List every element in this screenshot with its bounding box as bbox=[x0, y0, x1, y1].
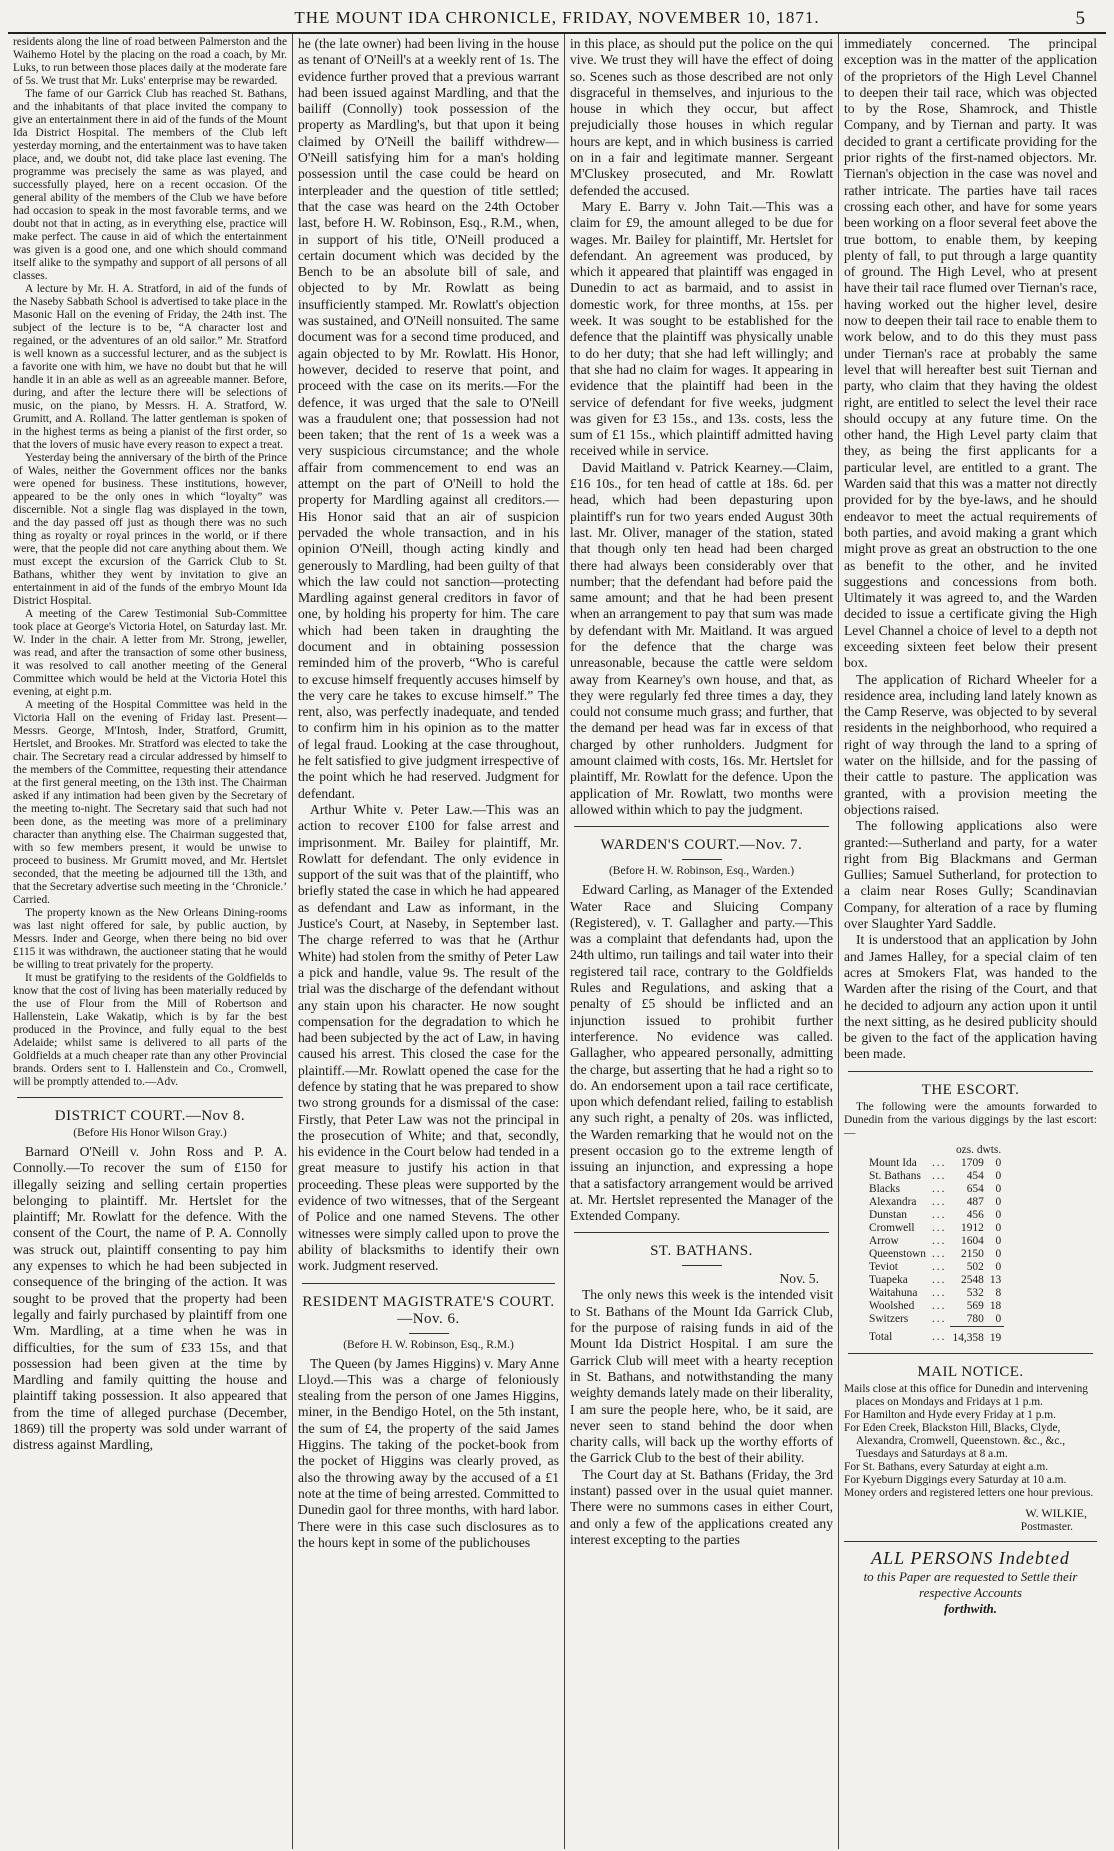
escort-row bbox=[866, 1209, 1004, 1222]
escort-row bbox=[866, 1274, 1004, 1287]
section-divider bbox=[848, 1353, 1093, 1354]
article-paragraph: residents along the line of road between Palmerston and the Waihemo Hotel by the placing on the road a coach, by Mr. Luks, to run between those places daily at the moderate fare of 5s. We trust that Mr. Luks' enterprise may be rewarded. bbox=[13, 36, 287, 87]
article-paragraph: The property known as the New Orleans Dining-rooms was last night offered for sale, by public auction, by Messrs. Inder and George, when there being no bid over £115 it was withdrawn, the auctioneer stating that he would be willing to treat privately for the property. bbox=[13, 907, 287, 971]
escort-leader: ... bbox=[931, 1273, 947, 1286]
escort-leader: ... bbox=[931, 1182, 947, 1195]
escort-row bbox=[866, 1287, 1004, 1300]
mail-item: For Kyeburn Diggings every Saturday at 10 a.m. bbox=[844, 1473, 1067, 1486]
escort-row bbox=[866, 1183, 1004, 1196]
escort-place: Arrow bbox=[869, 1234, 899, 1247]
escort-total-dwts: 19 bbox=[987, 1326, 1004, 1345]
escort-ozs: 502 bbox=[966, 1260, 984, 1273]
escort-dwts: 0 bbox=[995, 1169, 1002, 1182]
article-paragraph: in this place, as should put the police on the qui vive. We trust they will have the effect of doing so. Scenes such as those described are not only disgraceful in themselves, and injurious to the house in which they occur, but affect prejudicially those houses in which regular hours are kept, and in which business is carried on in a fair and legitimate manner. Sergeant M'Cluskey prosecuted, and Mr. Rowlatt defended the accused. bbox=[570, 36, 833, 198]
escort-leader: ... bbox=[931, 1299, 947, 1312]
article-paragraph: Mary E. Barry v. John Tait.—This was a claim for £9, the amount alleged to be due for wages. Mr. Bailey for plaintiff, Mr. Hertslet for defendant. An agreement was produced, by which it appeared that plaintiff was engaged in Dunedin to act as barmaid, and to assist in domestic work, for three months, at 15s. per week. It was sought to be established for the defence that the plaintiff was physically unable to do her duty; that she had left willingly; and that she had no claim for wages. It appearing in evidence that the plaintiff had been in the service of defendant for five weeks, judgment was given for £3 15s., and 13s. costs, less the sum of £1 15s., which plaintiff admitted having received while in service. bbox=[570, 198, 833, 459]
escort-place: Woolshed bbox=[869, 1299, 915, 1312]
article-paragraph: Yesterday being the anniversary of the birth of the Prince of Wales, neither the Government offices nor the banks were opened for business. These institutions, however, appeared to be the only ones in which “loyalty” was discernible. Not a single flag was displayed in the town, and the day passed off just as though there was no such thing as royalty or royal princes in the world, or if there were, that the people did not care anything about them. We must except the excursion of the Garrick Club to St. Bathans, whither they went by invitation to give an entertainment in aid of the funds of the embryo Mount Ida District Hospital. bbox=[13, 452, 287, 607]
section-divider bbox=[848, 1071, 1093, 1072]
column-3 bbox=[565, 34, 839, 1849]
escort-ozs: 456 bbox=[966, 1208, 984, 1221]
escort-dwts: 8 bbox=[995, 1286, 1002, 1299]
section-subheading: (Before His Honor Wilson Gray.) bbox=[73, 1127, 227, 1139]
escort-dwts: 0 bbox=[995, 1182, 1002, 1195]
article-paragraph: Arthur White v. Peter Law.—This was an action to recover £100 for false arrest and imprisonment. Mr. Bailey for plaintiff, Mr. Rowlatt for defendant. The only evidence in support of the suit was that of the plaintiff, who briefly stated the case in which he had appeared as defendant and Law as informant, in the Justice's Court, at Naseby, in September last. The charge referred to was that he (Arthur White) had stolen from the smithy of Peter Law a pick and handle, value 9s. The result of the trial was the discharge of the defendant without any stain upon his character. He now sought compensation for the degradation to which he had been subjected by the act of Law, in having caused his arrest. This closed the case for the plaintiff.—Mr. Rowlatt opened the case for the defence by stating that he was prepared to show two strong grounds for a dismissal of the case: Firstly, that Peter Law was not the principal in the prosecution of White; and that, secondly, his evidence in the Court below had tended in a great measure to justify his action in that proceeding. These pleas were supported by the evidence of two witnesses, that of the Sergeant of Police and one named Stevens. The other witnesses were simply called upon to prove the ability of blacksmiths to identify their own work. Judgment reserved. bbox=[298, 801, 559, 1274]
article-paragraph: The fame of our Garrick Club has reached St. Bathans, and the inhabitants of that place invited the company to give an entertainment there in aid of the funds of the Mount Ida District Hospital. The members of the Club left yesterday morning, and the entertainment was to have taken place, and, we doubt not, did take place last evening. The programme was precisely the same as was played, and successfully played, here on a recent occasion. Of the general ability of the members of the Club we have before had occasion to speak in the most favorable terms, and we doubt not that in acting, as in everything else, practice will make perfect. The cause in aid of which the entertainment was given is a good one, and one which should command itself alike to the sympathy and support of all persons of all classes. bbox=[13, 88, 287, 282]
escort-total-row bbox=[866, 1326, 1004, 1345]
escort-place: Teviot bbox=[869, 1260, 898, 1273]
columns bbox=[8, 34, 1106, 1849]
notice-end: forthwith. bbox=[943, 1600, 998, 1616]
article-paragraph: A meeting of the Carew Testimonial Sub-Committee took place at George's Victoria Hotel, on Saturday last. Mr. W. Inder in the chair. A letter from Mr. Strong, jeweller, was read, and after the transaction of some other business, it was resolved to call another meeting of the General Committee which would be held at the Victoria Hotel this evening, at eight p.m. bbox=[13, 608, 287, 698]
section-heading: DISTRICT COURT.—Nov 8. bbox=[54, 1108, 246, 1124]
mail-notice-list bbox=[844, 1383, 1097, 1500]
escort-leader: ... bbox=[931, 1221, 947, 1234]
masthead bbox=[8, 8, 1106, 30]
mail-item: Money orders and registered letters one hour previous. bbox=[844, 1486, 1094, 1499]
escort-place: Cromwell bbox=[869, 1221, 915, 1234]
escort-total-label: Total bbox=[869, 1331, 893, 1344]
escort-dwts: 0 bbox=[995, 1208, 1002, 1221]
article-paragraph: A meeting of the Hospital Committee was held in the Victoria Hall on the evening of Friday last. Present—Messrs. George, M'Intosh, Inder, Stratford, Grumitt, Hertslet, and Brookes. Mr. Stratford was elected to take the chair. The Secretary read a circular addressed by himself to the members of the Committee, requesting their attendance at the first general meeting, on the 13th inst. The Chairman asked if any intimation had been given by the Secretary of the meeting to-night. The Secretary said that such had not been done, as the meeting was more of a preliminary character than anything else. The Chairman suggested that, with so few members present, it would be unwise to proceed to business. Mr Grumitt moved, and Mr. Hertslet seconded, that the meeting be adjourned till the 13th, and that the Secretary advertise such meeting in the ‘Chronicle.’ Carried. bbox=[13, 699, 287, 906]
section-heading: ST. BATHANS. bbox=[650, 1243, 753, 1260]
escort-row bbox=[866, 1222, 1004, 1235]
escort-leader: ... bbox=[931, 1247, 947, 1260]
escort-leader: ... bbox=[931, 1169, 947, 1182]
article-paragraph: A lecture by Mr. H. A. Stratford, in aid of the funds of the Naseby Sabbath School is advertised to take place in the Masonic Hall on the evening of Friday, the 24th inst. The subject of the lecture is to be, “A character lost and regained, or the adventures of an old sailor.” Mr. Stratford is well known as a successful lecturer, and as the subject is a favorite one with him, we have no doubt but that he will handle it in an able as well as an agreeable manner. Before, during, and after the lecture there will be selections of music, on the piano, by Messrs. H. A. Stratford, W. Grumitt, and A. Rolland. The latter gentleman is spoken of in the highest terms as being a pianist of the first order, so that the lovers of music have every reason to expect a treat. bbox=[13, 283, 287, 451]
escort-intro: The following were the amounts forwarded to Dunedin from the various diggings by the last escort:— bbox=[844, 1100, 1097, 1139]
escort-dwts: 0 bbox=[995, 1247, 1002, 1260]
article-paragraph: It must be gratifying to the residents of the Goldfields to know that the cost of living has been materially reduced by the use of Flour from the Mill of Robertson and Hallenstein, Lake Wakatip, which is by far the best produced in the Province, and fully equal to the best Adelaide; whilst same is delivered to all parts of the Goldfields at a much cheaper rate than any other Provincial brands. Orders sent to I. Hallenstein and Co., Cromwell, will be promptly attended to.—Adv. bbox=[13, 972, 287, 1088]
article-paragraph: he (the late owner) had been living in the house as tenant of O'Neill's at a weekly rent of 1s. The evidence further proved that a previous warrant had been issued against Mardling, and that the bailiff (Connolly) took possession of the property as Mardling's, but that upon it being claimed by O'Neill the bailiff withdrew—O'Neill satisfying him for a man's holding possession until the case could be heard on interpleader and the question of title settled; that the case was heard on the 24th October last, before H. W. Robinson, Esq., R.M., when, in support of his title, O'Neill produced a certain document which was decided by the Bench to be an absolute bill of sale, and objected to by Mr. Rowlatt as being insufficiently stamped. Mr. Rowlatt's objection was sustained, and O'Neill nonsuited. The same document was for a second time produced, and again objected to by Mr. Rowlatt. His Honor, however, decided to reserve that point, and proceed with the case on its merits.—For the defence, it was urged that the sale to O'Neill was a fraudulent one; that possession had not been taken; that the rent of 1s a week was a very suspicious circumstance; and the whole affair from commencement to end was an attempt on the part of O'Neill to hold the property for Mardling against all creditors.—His Honor said that an air of suspicion pervaded the whole transaction, and in his opinion O'Neill, though acting kindly and generously to Mardling, had been guilty of that which the law could not sanction—protecting Mardling against general creditors in favor of one, by holding his property for him. The care which had been taken in draughting the document and in obtaining possession reminded him of the proverb, “Who is careful to excuse himself frequently accuses himself by the very care he takes to excuse himself.” The rent, also, was perfectly inadequate, and tended to confirm him in his opinion as to the matter of legal fraud. Looking at the case throughout, he felt satisfied to give judgment irrespective of the point which he had reserved. Judgment for defendant. bbox=[298, 36, 559, 801]
escort-dwts: 0 bbox=[995, 1234, 1002, 1247]
mail-item: For St. Bathans, every Saturday at eight a.m. bbox=[844, 1460, 1049, 1473]
escort-row bbox=[866, 1248, 1004, 1261]
section-heading: RESIDENT MAGISTRATE'S COURT.—Nov. 6. bbox=[302, 1293, 555, 1327]
escort-row bbox=[866, 1157, 1004, 1170]
escort-place: Queenstown bbox=[869, 1247, 926, 1260]
mail-signature-title: Postmaster. bbox=[1020, 1520, 1073, 1533]
section-divider bbox=[574, 1232, 829, 1233]
escort-ozs: 2150 bbox=[961, 1247, 984, 1260]
escort-ozs: 487 bbox=[966, 1195, 984, 1208]
article-paragraph: Barnard O'Neill v. John Ross and P. A. Connolly.—To recover the sum of £150 for illegally seizing and selling certain properties belonging to plaintiff. Mr. Hertslet for the plaintiff; Mr. Rowlatt for the defence. With the consent of the Court, the name of P. A. Connolly was struck out, plaintiff consenting to pay him any expenses to which he had been subjected in consequence of the bringing of the action. It was sought to be proved that the property had been legally and fairly purchased by plaintiff from one Wm. Mardling, at a time when he was in difficulties, for the sum of £33 15s, and that possession had been given at the time by Mardling and family quitting the house and plaintiff taking possession. It also appeared that from the time of alleged purchase (December, 1869) till the property was sold under warrant of distress against Mardling, bbox=[13, 1144, 287, 1453]
escort-ozs: 569 bbox=[966, 1299, 984, 1312]
escort-leader: ... bbox=[931, 1156, 947, 1169]
mail-item: For Eden Creek, Blackston Hill, Blacks, Clyde, Alexandra, Cromwell, Queenstown. &c., &c., Tuesdays and Saturdays at 8 a.m. bbox=[844, 1421, 1066, 1460]
escort-dwts: 13 bbox=[989, 1273, 1002, 1286]
article-paragraph: It is understood that an application by John and James Halley, for a special claim of ten acres at Smokers Flat, was handed to the Warden after the rising of the Court, and that he decided to adjourn any action upon it until the next sitting, as he desired publicity should be given to the fact of the application having been made. bbox=[844, 932, 1097, 1062]
notice-title: ALL PERSONS Indebted bbox=[871, 1547, 1070, 1568]
section-divider bbox=[302, 1283, 555, 1284]
article-paragraph: The Court day at St. Bathans (Friday, the 3rd instant) passed over in the usual quiet manner. There were no summons cases in either Court, and only a few of the applications created any interest excepting to the parties bbox=[570, 1466, 833, 1547]
section-subheading: (Before H. W. Robinson, Esq., R.M.) bbox=[343, 1338, 514, 1351]
escort-place: Dunstan bbox=[869, 1208, 907, 1221]
escort-ozs: 532 bbox=[966, 1286, 984, 1299]
section-heading: MAIL NOTICE. bbox=[917, 1363, 1024, 1380]
escort-place: Tuapeka bbox=[869, 1273, 908, 1286]
article-paragraph: The following applications also were granted:—Sutherland and party, for a water right from Big Blackmans and German Gullies; Samuel Sutherland, for protection to a claim near Roses Gully; Scandinavian Company, for alteration of a race by fluming over Slaughter Yard Saddle. bbox=[844, 818, 1097, 932]
escort-row bbox=[866, 1235, 1004, 1248]
notice-body: to this Paper are requested to Settle their respective Accounts bbox=[863, 1568, 1078, 1600]
escort-ozs: 2548 bbox=[961, 1273, 984, 1286]
escort-total-ozs: 14,358 bbox=[950, 1326, 987, 1345]
article-paragraph: The Queen (by James Higgins) v. Mary Anne Lloyd.—This was a charge of feloniously stealing from the person of one James Higgins, miner, in the Bendigo Hotel, on the 5th instant, the sum of £4, the property of the said James Higgins. The taking of the pocket-book from the pocket of Higgins was clearly proved, as also the throwing away by the accused of a £1 note at the time of being arrested. Committed to Dunedin gaol for three months, with hard labor. There were in this case such disclosures as to the hours kept in some of the publichouses bbox=[298, 1355, 559, 1550]
escort-place: Switzers bbox=[869, 1312, 909, 1325]
escort-leader: ... bbox=[931, 1286, 947, 1299]
escort-dwts: 0 bbox=[995, 1312, 1002, 1325]
escort-ozs: 454 bbox=[966, 1169, 984, 1182]
mail-item: For Hamilton and Hyde every Friday at 1 p.m. bbox=[844, 1408, 1056, 1421]
escort-place: Alexandra bbox=[869, 1195, 917, 1208]
masthead-title: THE MOUNT IDA CHRONICLE, FRIDAY, NOVEMBER 10, 1871. bbox=[294, 8, 820, 27]
article-paragraph: immediately concerned. The principal exception was in the matter of the application of the proprietors of the High Level Channel to deepen their tail race, which was objected to by the Rose, Shamrock, and Thistle Company, and by Tiernan and party. It was decided to grant a certificate providing for the prior rights of the first-named objectors. Mr. Tiernan's objection in the case was novel and rather intricate. The parties have tail races crossing each other, and have for some years been working on a floor several feet above the true bottom, to enable them, by keeping plenty of fall, to put through a large quantity of ground. The High Level, who at present have their tail race flumed over Tiernan's race, having worked out the higher level, desire now to deepen their tail race to enable them to work below, and to do this they must pass under Tiernan's race at probably the same level that will hereafter best suit Tiernan and party, who claim that they having the oldest right, are entitled to select the level their race should occupy at any future time. On the other hand, the High Level party claim that they, as being the first applicants for a particular level, are entitled to a grant. The Warden said that this was a matter not directly provided for by the bye-laws, and he should endeavor to meet the actual requirements of both parties, and avoid making a grant which might prove as great an obstruction to the one as benefit to the other, and he invited suggestions and concessions from both. Ultimately it was agreed to, and the Warden decided to issue a certificate giving the High Level Channel a choice of level to a depth not exceeding sixteen feet below their present box. bbox=[844, 36, 1097, 671]
escort-row bbox=[866, 1261, 1004, 1274]
escort-dwts: 0 bbox=[995, 1260, 1002, 1273]
column-1 bbox=[8, 34, 293, 1849]
mail-item: Mails close at this office for Dunedin and intervening places on Mondays and Fridays at 1 p.m. bbox=[844, 1382, 1088, 1408]
escort-ozs: 780 bbox=[966, 1312, 984, 1325]
escort-place: Waitahuna bbox=[869, 1286, 918, 1299]
article-paragraph: The only news this week is the intended visit to St. Bathans of the Mount Ida Garrick Club, for the purpose of raising funds in aid of the Mount Ida District Hospital. I am sure the Garrick Club will meet with a hearty reception in St. Bathans, and notwithstanding the many weighty demands lately made on their liberality, I am sure the people here, who, be it said, are never seen to stand behind the door when charity calls, will back up the worthy efforts of the Garrick Club to the best of their ability. bbox=[570, 1287, 833, 1466]
page-number: 5 bbox=[1075, 8, 1086, 29]
section-divider bbox=[17, 1097, 283, 1098]
escort-dwts: 0 bbox=[995, 1221, 1002, 1234]
escort-leader: ... bbox=[931, 1331, 947, 1344]
escort-dwts: 0 bbox=[995, 1195, 1002, 1208]
mail-signature: W. WILKIE, bbox=[1025, 1505, 1087, 1520]
article-paragraph: Edward Carling, as Manager of the Extended Water Race and Sluicing Company (Registered), v. T. Gallagher and party.—This was a complaint that defendants had, upon the 24th ultimo, run tailings and tail water into their registered tail race, contrary to the Goldfields Rules and Regulations, and asking that a penalty of £5 should be inflicted and an injunction issued to prohibit further interference. No evidence was called. Gallagher, who appeared personally, admitting the charge, but asserting that he had a right so to do. An endorsement upon a tail race certificate, upon which defendant relied, failing to establish any such right, a penalty of 20s. was inflicted, the Warden remarking that he would not on the present occasion go to the extreme length of issuing an injunction, and expressing a hope that a satisfactory arrangement would be arrived at. Mr. Hertslet represented the Manager of the Extended Company. bbox=[570, 882, 833, 1224]
escort-leader: ... bbox=[931, 1260, 947, 1273]
section-divider bbox=[574, 826, 829, 827]
escort-place: St. Bathans bbox=[869, 1169, 921, 1182]
escort-place: Mount Ida bbox=[869, 1156, 917, 1169]
article-paragraph: David Maitland v. Patrick Kearney.—Claim, £16 10s., for ten head of cattle at 18s. 6d. per head, which had been depasturing upon plaintiff's run for two years ended August 30th last. Mr. Oliver, manager of the station, stated that though only ten head had been charged there had always been considerably over that number; that the defendant had before paid the same amount; and that he had been present when an arrangement to pay that sum was made by defendant with Mr. Maitland. It was argued for the defence that the charge was unreasonable, because the cattle were seldom away from Kearney's own house, and that, as they were regularly fed three times a day, they could not consume much grass; and further, that the demand per head was far in excess of that charged by other runholders. Judgment for amount claimed with costs, 16s. Mr. Hertslet for plaintiff, Mr. Rowlatt for the defence. Upon the application of Mr. Rowlatt, two months were allowed within which to pay the judgment. bbox=[570, 459, 833, 817]
escort-dwts: 18 bbox=[989, 1299, 1002, 1312]
dateline: Nov. 5. bbox=[779, 1271, 819, 1287]
escort-ozs: 654 bbox=[966, 1182, 984, 1195]
article-paragraph: The application of Richard Wheeler for a residence area, including land lately known as the Camp Reserve, was objected to by several residents in the neighborhood, who required a right of way through the land to a spring of water on the hillside, and for the passing of their cattle to pasture. The application was granted, with a provision meeting the objections raised. bbox=[844, 671, 1097, 817]
escort-ozs: 1604 bbox=[961, 1234, 984, 1247]
escort-place: Blacks bbox=[869, 1182, 901, 1195]
escort-row bbox=[866, 1170, 1004, 1183]
escort-row bbox=[866, 1313, 1004, 1327]
escort-table bbox=[866, 1144, 1004, 1345]
notice-box bbox=[844, 1541, 1097, 1617]
heading-rule bbox=[409, 1333, 449, 1334]
escort-leader: ... bbox=[931, 1195, 947, 1208]
escort-ozs: 1912 bbox=[961, 1221, 984, 1234]
column-2 bbox=[293, 34, 565, 1849]
section-heading: WARDEN'S COURT.—Nov. 7. bbox=[600, 837, 803, 854]
escort-row bbox=[866, 1300, 1004, 1313]
escort-ozs: 1709 bbox=[961, 1156, 984, 1169]
escort-leader: ... bbox=[931, 1208, 947, 1221]
section-heading: THE ESCORT. bbox=[921, 1081, 1020, 1098]
escort-dwts: 0 bbox=[995, 1156, 1002, 1169]
escort-units-row bbox=[866, 1144, 1004, 1157]
escort-leader: ... bbox=[931, 1312, 947, 1325]
escort-row bbox=[866, 1196, 1004, 1209]
section-subheading: (Before H. W. Robinson, Esq., Warden.) bbox=[608, 865, 795, 878]
column-4 bbox=[839, 34, 1102, 1849]
escort-leader: ... bbox=[931, 1234, 947, 1247]
heading-rule bbox=[682, 859, 722, 860]
heading-rule bbox=[682, 1265, 722, 1266]
escort-units: ozs. dwts. bbox=[955, 1143, 1002, 1156]
